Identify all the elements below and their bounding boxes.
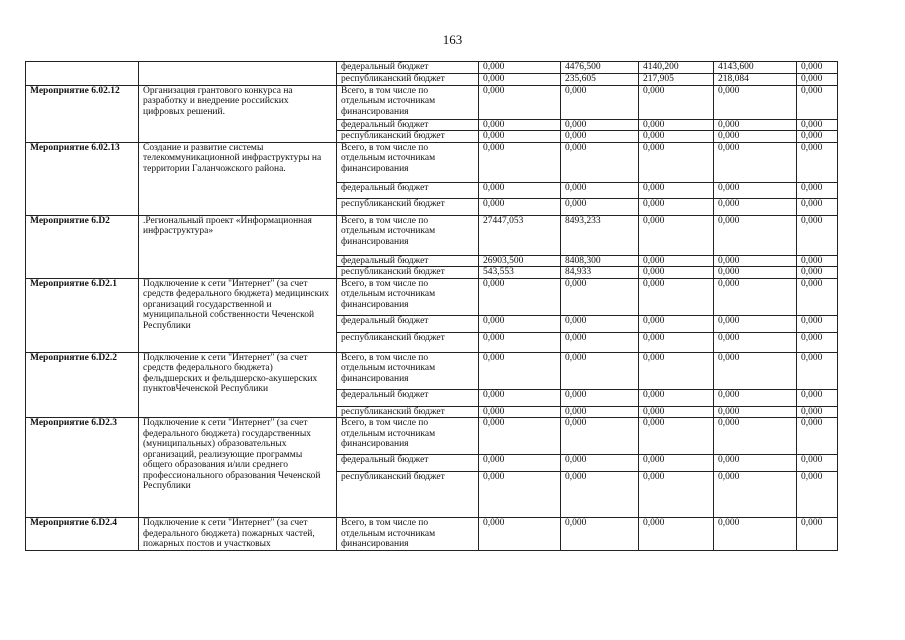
funding-source: Всего, в том числе по отдельным источникам финансирования bbox=[337, 518, 479, 551]
amount-cell: 0,000 bbox=[479, 389, 561, 406]
amount-cell: 0,000 bbox=[797, 142, 838, 182]
funding-source: Всего, в том числе по отдельным источникам финансирования bbox=[337, 418, 479, 455]
amount-cell: 0,000 bbox=[561, 455, 639, 472]
amount-cell: 0,000 bbox=[561, 278, 639, 315]
activity-name: Подключение к сети "Интернет" (за счет федерального бюджета) пожарных частей, пожарных постов и участковых bbox=[139, 518, 337, 551]
table-row bbox=[26, 85, 838, 119]
amount-cell: 0,000 bbox=[797, 74, 838, 86]
funding-source: республиканский бюджет bbox=[337, 198, 479, 215]
amount-cell: 0,000 bbox=[479, 352, 561, 389]
activity-name: Подключение к сети "Интернет" (за счет федерального бюджета) государственных (муниципальных) образовательных организаций, реализующие программы общего образования и/или среднего профессионального образования Чеченской Республики bbox=[139, 418, 337, 518]
funding-source: Всего, в том числе по отдельным источникам финансирования bbox=[337, 352, 479, 389]
amount-cell: 26903,500 bbox=[479, 255, 561, 267]
amount-cell: 0,000 bbox=[714, 518, 797, 551]
amount-cell: 0,000 bbox=[639, 255, 714, 267]
amount-cell: 0,000 bbox=[797, 198, 838, 215]
amount-cell: 0,000 bbox=[479, 472, 561, 518]
table-row bbox=[26, 215, 838, 255]
amount-cell: 0,000 bbox=[714, 389, 797, 406]
amount-cell: 0,000 bbox=[639, 352, 714, 389]
amount-cell: 0,000 bbox=[639, 215, 714, 255]
funding-source: республиканский бюджет bbox=[337, 406, 479, 418]
budget-table bbox=[25, 61, 838, 551]
amount-cell: 0,000 bbox=[479, 142, 561, 182]
amount-cell: 0,000 bbox=[714, 198, 797, 215]
table-row bbox=[26, 418, 838, 455]
amount-cell: 0,000 bbox=[639, 198, 714, 215]
amount-cell: 0,000 bbox=[561, 352, 639, 389]
amount-cell: 0,000 bbox=[479, 518, 561, 551]
funding-source: Всего, в том числе по отдельным источникам финансирования bbox=[337, 215, 479, 255]
activity-code: Мероприятие 6.02.13 bbox=[26, 142, 139, 215]
amount-cell: 0,000 bbox=[561, 198, 639, 215]
amount-cell: 0,000 bbox=[479, 62, 561, 74]
activity-code: Мероприятие 6.D2.4 bbox=[26, 518, 139, 551]
activity-name: Организация грантового конкурса на разработку и внедрение российских цифровых решений. bbox=[139, 85, 337, 142]
amount-cell: 0,000 bbox=[561, 406, 639, 418]
amount-cell: 0,000 bbox=[714, 255, 797, 267]
funding-source: республиканский бюджет bbox=[337, 74, 479, 86]
activity-name: Создание и развитие системы телекоммуникационной инфраструктуры на территории Галанчожского района. bbox=[139, 142, 337, 215]
amount-cell: 0,000 bbox=[714, 315, 797, 332]
amount-cell: 0,000 bbox=[639, 278, 714, 315]
amount-cell: 0,000 bbox=[561, 85, 639, 119]
funding-source: федеральный бюджет bbox=[337, 255, 479, 267]
funding-source: федеральный бюджет bbox=[337, 455, 479, 472]
table-row bbox=[26, 518, 838, 551]
table-row bbox=[26, 352, 838, 389]
amount-cell: 0,000 bbox=[639, 472, 714, 518]
amount-cell: 0,000 bbox=[561, 119, 639, 131]
amount-cell: 0,000 bbox=[639, 119, 714, 131]
amount-cell: 0,000 bbox=[797, 267, 838, 279]
table-row bbox=[26, 278, 838, 315]
funding-source: республиканский бюджет bbox=[337, 472, 479, 518]
amount-cell: 0,000 bbox=[561, 182, 639, 198]
amount-cell: 0,000 bbox=[797, 315, 838, 332]
activity-code: Мероприятие 6.D2.1 bbox=[26, 278, 139, 352]
amount-cell: 0,000 bbox=[639, 455, 714, 472]
amount-cell: 0,000 bbox=[714, 418, 797, 455]
funding-source: федеральный бюджет bbox=[337, 389, 479, 406]
amount-cell: 0,000 bbox=[797, 215, 838, 255]
amount-cell: 0,000 bbox=[714, 131, 797, 143]
amount-cell: 27447,053 bbox=[479, 215, 561, 255]
funding-source: республиканский бюджет bbox=[337, 332, 479, 352]
amount-cell: 4140,200 bbox=[639, 62, 714, 74]
amount-cell: 0,000 bbox=[797, 389, 838, 406]
amount-cell: 0,000 bbox=[639, 332, 714, 352]
amount-cell: 8408,300 bbox=[561, 255, 639, 267]
amount-cell: 0,000 bbox=[479, 198, 561, 215]
activity-name: .Региональный проект «Информационная инфраструктура» bbox=[139, 215, 337, 278]
amount-cell: 0,000 bbox=[479, 182, 561, 198]
activity-code bbox=[26, 62, 139, 86]
amount-cell: 0,000 bbox=[797, 182, 838, 198]
amount-cell: 0,000 bbox=[479, 406, 561, 418]
amount-cell: 0,000 bbox=[797, 62, 838, 74]
amount-cell: 0,000 bbox=[479, 455, 561, 472]
amount-cell: 0,000 bbox=[797, 472, 838, 518]
amount-cell: 0,000 bbox=[797, 255, 838, 267]
amount-cell: 0,000 bbox=[479, 418, 561, 455]
amount-cell: 0,000 bbox=[561, 332, 639, 352]
amount-cell: 0,000 bbox=[639, 389, 714, 406]
amount-cell: 0,000 bbox=[714, 142, 797, 182]
amount-cell: 0,000 bbox=[479, 332, 561, 352]
page-number: 163 bbox=[442, 32, 463, 47]
amount-cell: 543,553 bbox=[479, 267, 561, 279]
amount-cell: 0,000 bbox=[797, 518, 838, 551]
amount-cell: 0,000 bbox=[639, 131, 714, 143]
activity-name: Подключение к сети "Интернет" (за счет средств федерального бюджета) медицинских организаций государственной и муниципальной собственности Чеченской Республики bbox=[139, 278, 337, 352]
amount-cell: 235,605 bbox=[561, 74, 639, 86]
amount-cell: 0,000 bbox=[639, 418, 714, 455]
activity-code: Мероприятие 6.D2.2 bbox=[26, 352, 139, 418]
amount-cell: 0,000 bbox=[797, 406, 838, 418]
amount-cell: 0,000 bbox=[797, 418, 838, 455]
funding-source: федеральный бюджет bbox=[337, 119, 479, 131]
amount-cell: 0,000 bbox=[714, 182, 797, 198]
amount-cell: 0,000 bbox=[639, 315, 714, 332]
amount-cell: 0,000 bbox=[714, 215, 797, 255]
amount-cell: 0,000 bbox=[561, 142, 639, 182]
funding-source: федеральный бюджет bbox=[337, 182, 479, 198]
amount-cell: 0,000 bbox=[714, 119, 797, 131]
amount-cell: 0,000 bbox=[479, 85, 561, 119]
amount-cell: 218,084 bbox=[714, 74, 797, 86]
funding-source: Всего, в том числе по отдельным источникам финансирования bbox=[337, 278, 479, 315]
amount-cell: 0,000 bbox=[797, 455, 838, 472]
amount-cell: 217,905 bbox=[639, 74, 714, 86]
funding-source: федеральный бюджет bbox=[337, 315, 479, 332]
amount-cell: 0,000 bbox=[714, 267, 797, 279]
amount-cell: 0,000 bbox=[797, 119, 838, 131]
amount-cell: 0,000 bbox=[714, 472, 797, 518]
activity-name: Подключение к сети "Интернет" (за счет средств федерального бюджета) фельдшерских и фельдшерско-акушерских пунктовЧеченской Республики bbox=[139, 352, 337, 418]
amount-cell: 0,000 bbox=[561, 518, 639, 551]
amount-cell: 0,000 bbox=[479, 315, 561, 332]
amount-cell: 0,000 bbox=[561, 472, 639, 518]
amount-cell: 0,000 bbox=[714, 85, 797, 119]
amount-cell: 0,000 bbox=[714, 278, 797, 315]
amount-cell: 0,000 bbox=[639, 142, 714, 182]
amount-cell: 0,000 bbox=[479, 119, 561, 131]
amount-cell: 0,000 bbox=[714, 332, 797, 352]
amount-cell: 0,000 bbox=[561, 131, 639, 143]
funding-source: республиканский бюджет bbox=[337, 267, 479, 279]
activity-name bbox=[139, 62, 337, 86]
amount-cell: 0,000 bbox=[797, 352, 838, 389]
funding-source: республиканский бюджет bbox=[337, 131, 479, 143]
amount-cell: 0,000 bbox=[561, 389, 639, 406]
amount-cell: 0,000 bbox=[797, 278, 838, 315]
amount-cell: 0,000 bbox=[714, 455, 797, 472]
amount-cell: 0,000 bbox=[639, 182, 714, 198]
activity-code: Мероприятие 6.D2 bbox=[26, 215, 139, 278]
amount-cell: 0,000 bbox=[561, 418, 639, 455]
amount-cell: 4143,600 bbox=[714, 62, 797, 74]
amount-cell: 0,000 bbox=[479, 278, 561, 315]
amount-cell: 0,000 bbox=[639, 267, 714, 279]
amount-cell: 0,000 bbox=[714, 352, 797, 389]
amount-cell: 4476,500 bbox=[561, 62, 639, 74]
amount-cell: 0,000 bbox=[797, 85, 838, 119]
amount-cell: 8493,233 bbox=[561, 215, 639, 255]
funding-source: федеральный бюджет bbox=[337, 62, 479, 74]
amount-cell: 0,000 bbox=[797, 131, 838, 143]
funding-source: Всего, в том числе по отдельным источникам финансирования bbox=[337, 142, 479, 182]
amount-cell: 0,000 bbox=[561, 315, 639, 332]
activity-code: Мероприятие 6.02.12 bbox=[26, 85, 139, 142]
amount-cell: 0,000 bbox=[479, 74, 561, 86]
amount-cell: 84,933 bbox=[561, 267, 639, 279]
amount-cell: 0,000 bbox=[639, 85, 714, 119]
funding-source: Всего, в том числе по отдельным источникам финансирования bbox=[337, 85, 479, 119]
table-row bbox=[26, 142, 838, 182]
amount-cell: 0,000 bbox=[639, 518, 714, 551]
table-row bbox=[26, 62, 838, 74]
amount-cell: 0,000 bbox=[714, 406, 797, 418]
amount-cell: 0,000 bbox=[639, 406, 714, 418]
amount-cell: 0,000 bbox=[479, 131, 561, 143]
amount-cell: 0,000 bbox=[797, 332, 838, 352]
activity-code: Мероприятие 6.D2.3 bbox=[26, 418, 139, 518]
